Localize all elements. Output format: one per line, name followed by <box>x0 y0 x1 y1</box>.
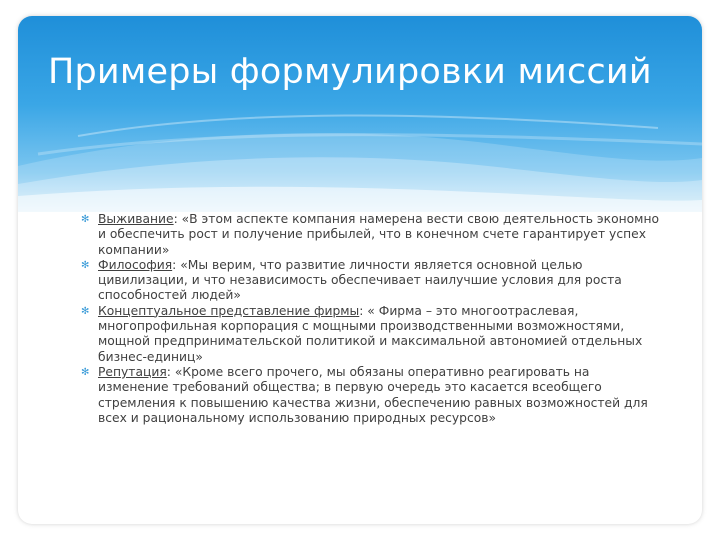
slide-title: Примеры формулировки миссий <box>48 52 652 92</box>
bullet-text: : «В этом аспекте компания намерена вести свою деятельность экономно и обеспечить рост и получение прибылей, что в конечном счете гарантирует успех компании» <box>98 212 660 257</box>
bullet-term: Выживание <box>98 212 174 226</box>
bullet-list <box>81 212 663 426</box>
asterisk-bullet-icon: ✻ <box>81 259 90 271</box>
asterisk-bullet-icon: ✻ <box>81 305 90 317</box>
bullet-item-philosophy <box>81 257 663 304</box>
bullet-term: Концептуальное представление фирмы <box>98 303 360 318</box>
slide <box>18 16 702 524</box>
bullet-text: : « Фирма – это многоотраслевая, многопрофильная корпорация с мощными производственными возможностями, мощной предпринимательской политикой и максимальной автономией отдельных бизнес-единиц» <box>98 303 643 364</box>
bullet-term: Философия <box>98 257 173 272</box>
bullet-term: Репутация <box>98 364 167 379</box>
bullet-text: : «Мы верим, что развитие личности является основной целью цивилизации, и что независимость обеспечивает наилучшие условия для роста способностей людей» <box>98 257 622 303</box>
asterisk-bullet-icon: ✻ <box>81 366 90 378</box>
bullet-item-concept <box>81 303 663 365</box>
bullet-text: : «Кроме всего прочего, мы обязаны оперативно реагировать на изменение требований общества; в первую очередь это касается всеобщего стремления к повышению качества жизни, обеспечению равных возможностей для всех и рациональному использованию природных ресурсов» <box>98 364 648 425</box>
bullet-item-reputation <box>81 364 663 426</box>
header-wave-decoration <box>18 16 702 212</box>
header-band <box>18 16 702 212</box>
bullet-item-survival <box>81 212 663 258</box>
asterisk-bullet-icon: ✻ <box>81 214 90 225</box>
